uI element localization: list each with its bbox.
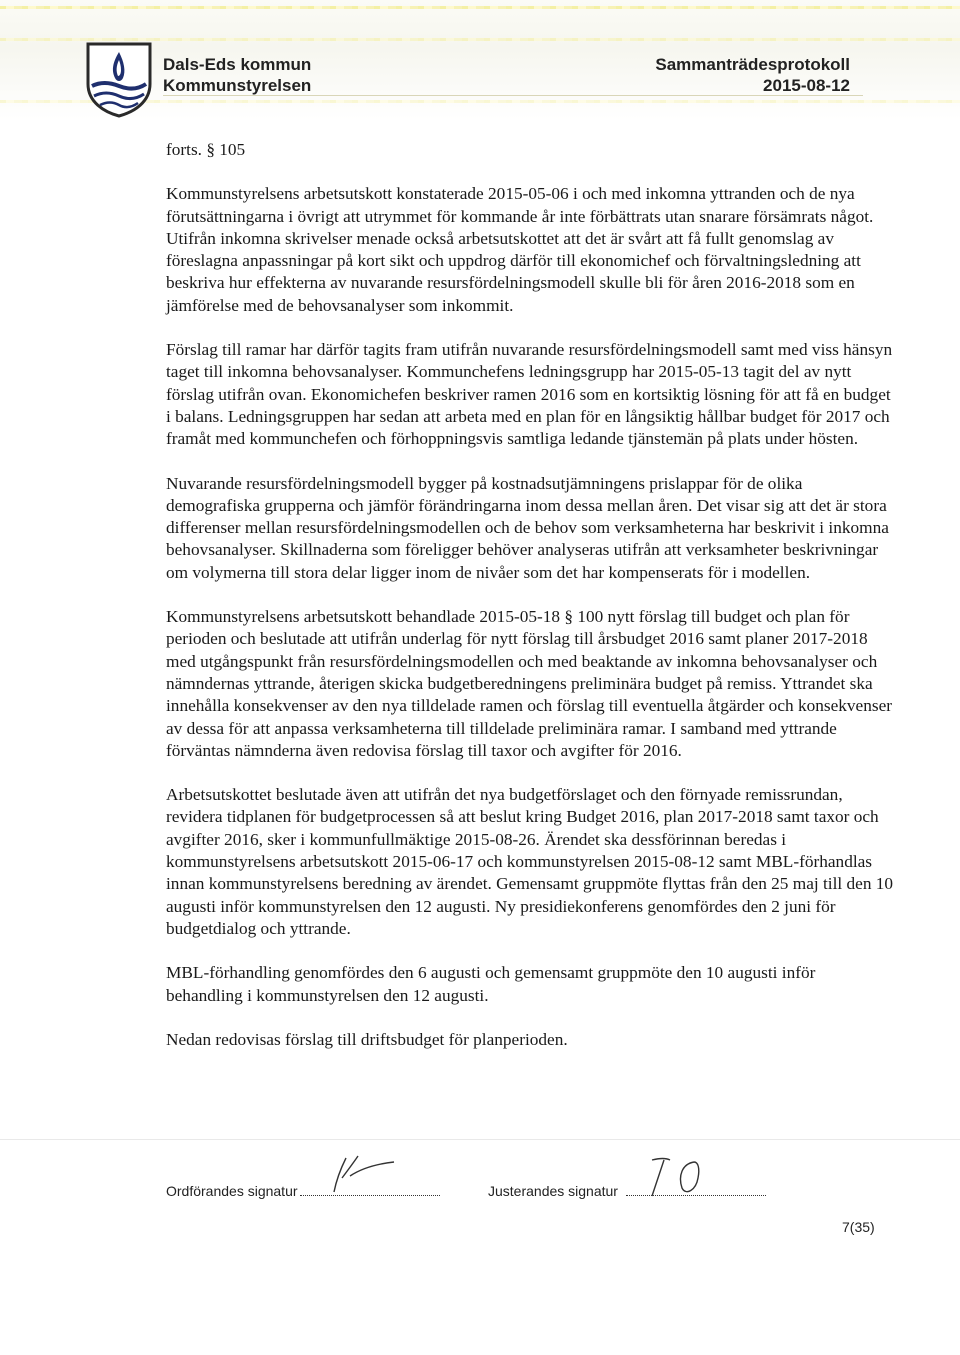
board-name: Kommunstyrelsen xyxy=(163,76,312,95)
municipal-coat-of-arms-icon xyxy=(84,40,154,118)
scan-artifact xyxy=(0,6,960,9)
section-reference: forts. § 105 xyxy=(166,140,246,159)
organization-name xyxy=(163,54,311,96)
municipality-name: Dals-Eds kommun xyxy=(163,55,312,74)
body-paragraph: Kommunstyrelsens arbetsutskott konstaterade 2015-05-06 i och med inkomna yttranden och de nya förutsättningarna i övrigt att utrymmet för kommande år inte förbättrats utan snarare försämrats något. Utifrån inkomna skrivelser menade också arbetsutskottet att det är svårt att få fullt genomslag av föreslagna anpassningar på kort sikt och uppdrog därför till ekonomichef och förvaltningsledning att beskriva hur effekterna av nuvarande resursfördelningsmodell skulle bli för åren 2016-2018 som en jämförelse med de behovsanalyser som inkommit. xyxy=(166,184,874,315)
chair-signature-label: Ordförandes signatur xyxy=(166,1183,298,1199)
adjuster-handwritten-initials xyxy=(638,1150,718,1205)
adjuster-signature-label: Justerandes signatur xyxy=(488,1183,618,1199)
body-paragraph: Förslag till ramar har därför tagits fram utifrån nuvarande resursfördelningsmodell samt med viss hänsyn taget till inkomna behovsanalyser. Kommunchefens ledningsgrupp har 2015-05-13 tagit del av nytt förslag utifrån ovan. Ekonomichefen beskriver ramen 2016 som en kortsiktig lösning för att få en budget i balans. Ledningsgruppen har sedan att arbeta med en plan för en långsiktig hållbar budget för 2017 och framåt med kommunchefen och förhoppningsvis samtliga ledande tjänstemän på plats under hösten. xyxy=(166,340,893,449)
chair-handwritten-initials xyxy=(306,1148,426,1203)
meeting-date: 2015-08-12 xyxy=(763,76,850,95)
body-paragraph: Nuvarande resursfördelningsmodell bygger på kostnadsutjämningens prislappar för de olika demografiska grupperna och jämför förändringarna inom dessa mellan åren. Det visar sig att det är stora differenser mellan resursfördelningsmodellen och de behov som verksamheterna har beskrivit i inkomna behovsanalyser. Skillnaderna som föreligger behöver analyseras utifrån att verksamheter beskrivningar om volymerna till stora delar ligger inom de nivåer som det har kompenserats för i modellen. xyxy=(166,473,889,582)
body-paragraph: Nedan redovisas förslag till driftsbudget för planperioden. xyxy=(166,1029,568,1049)
body-paragraph: Kommunstyrelsens arbetsutskott behandlade 2015-05-18 § 100 nytt förslag till budget och plan för perioden och beslutade att utifrån underlag för nytt förslag till årsbudget 2016 samt planer 2017-2018 med utgångspunkt från resursfördelningsmodellen och med beaktande av inkomna behovsanalyser och nämndernas yttrande, återigen skicka budgetberedningens preliminära budget på remiss. Yttrandet ska innehålla konsekvenser av den nya tilldelade ramen och förslag till eventuella åtgärder och konsekvenser av dessa för att anpassa verksamheterna till tilldelade preliminära ramar. I samband med yttrande förväntas nämnderna även redovisa förslag till taxor och avgifter för 2016. xyxy=(166,607,893,760)
page-fold-line xyxy=(0,1139,960,1140)
header-divider xyxy=(163,95,863,96)
adjuster-signature-field xyxy=(488,1183,766,1199)
body-paragraph: MBL-förhandling genomfördes den 6 augusti och gemensamt gruppmöte den 10 augusti inför behandling i kommunstyrelsen den 12 augusti. xyxy=(166,963,816,1005)
document-type: Sammanträdesprotokoll xyxy=(655,55,850,74)
document-body xyxy=(166,139,896,1073)
page-number: 7(35) xyxy=(842,1219,875,1235)
body-paragraph: Arbetsutskottet beslutade även att utifrån det nya budgetförslaget och den förnyade remissrundan, revidera tidplanen för budgetprocessen så att beslut kring Budget 2016, plan 2017-2018 samt taxor och avgifter 2016, sker i kommunfullmäktige 2015-08-26. Ärendet ska dessförinnan beredas i kommunstyrelsens arbetsutskott 2015-06-17 och kommunstyrelsen 2015-08-12 samt MBL-förhandlas innan kommunstyrelsens beredning av ärendet. Gemensamt gruppmöte flyttas från den 25 maj till den 10 augusti inför kommunstyrelsen den 12 augusti. Ny presidiekonferens genomfördes den 2 juni för budgetdialog och yttrande. xyxy=(166,785,894,938)
document-meta xyxy=(655,54,850,96)
